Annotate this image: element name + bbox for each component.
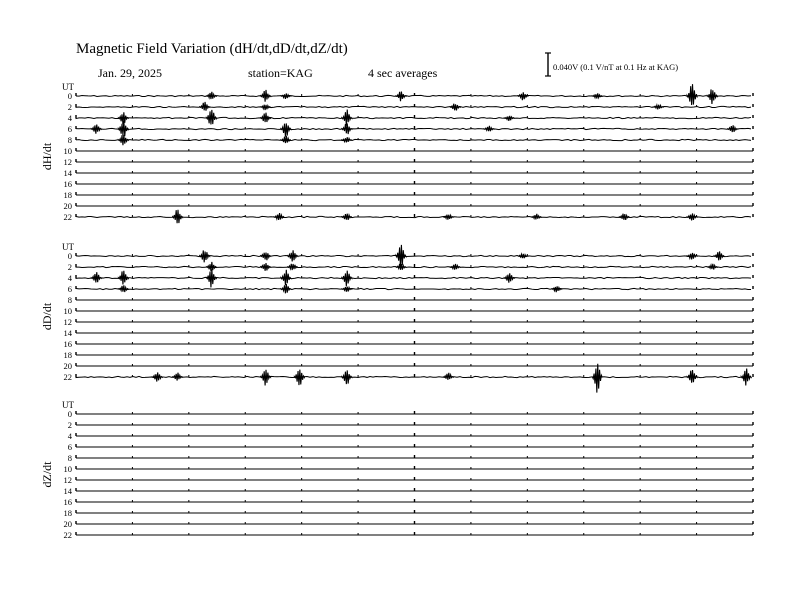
trace-row: [64, 328, 754, 338]
signal-pulse: [396, 92, 406, 102]
signal-pulse: [91, 125, 101, 134]
signal-pulse: [707, 264, 717, 270]
trace-line: [76, 95, 751, 96]
row-label: 8: [67, 453, 72, 463]
trace-row: [64, 530, 754, 540]
signal-pulse: [200, 250, 210, 262]
row-label: 2: [67, 262, 72, 272]
signal-pulse: [342, 123, 352, 134]
trace-row: [68, 442, 753, 452]
signal-pulse: [173, 373, 183, 381]
trace-line: [76, 139, 751, 140]
signal-pulse: [118, 121, 128, 136]
trace-row: [64, 157, 754, 167]
signal-pulse: [342, 137, 352, 142]
trace-row: [64, 210, 754, 223]
signal-pulse: [342, 214, 352, 220]
row-label: 6: [67, 284, 72, 294]
trace-row: [68, 110, 753, 126]
trace-row: [68, 84, 753, 105]
trace-row: [68, 431, 753, 441]
trace-row: [68, 135, 753, 145]
signal-pulse: [342, 370, 352, 384]
row-label: 20: [63, 519, 72, 529]
signal-pulse: [450, 264, 460, 270]
panel-dZ-dt: [40, 400, 753, 540]
averaging-label: 4 sec averages: [368, 66, 438, 80]
trace-line: [76, 128, 751, 129]
trace-row: [64, 350, 754, 360]
trace-row: [68, 420, 753, 430]
trace-row: [64, 339, 754, 349]
signal-pulse: [504, 116, 514, 121]
trace-row: [64, 486, 754, 496]
trace-row: [64, 475, 754, 485]
signal-pulse: [342, 110, 352, 126]
trace-row: [64, 364, 754, 393]
trace-line: [76, 266, 751, 267]
signal-pulse: [728, 125, 738, 132]
row-label: 18: [63, 350, 72, 360]
row-label: 4: [67, 273, 72, 283]
trace-line: [76, 117, 751, 118]
trace-row: [68, 121, 753, 137]
signal-pulse: [118, 135, 128, 145]
signal-pulse: [342, 287, 352, 292]
row-label: 4: [67, 431, 72, 441]
signal-pulse: [288, 264, 298, 270]
signal-pulse: [450, 104, 460, 111]
signal-pulse: [619, 214, 629, 220]
trace-line: [76, 255, 751, 256]
signal-pulse: [261, 253, 271, 261]
signal-pulse: [653, 105, 663, 110]
row-label: 18: [63, 508, 72, 518]
row-label: 2: [67, 102, 72, 112]
row-label: 0: [67, 409, 72, 419]
row-label: 16: [63, 497, 72, 507]
row-label: 14: [63, 168, 72, 178]
signal-pulse: [118, 285, 128, 292]
row-label: 8: [67, 135, 72, 145]
ut-label: UT: [62, 82, 74, 92]
trace-row: [68, 102, 753, 112]
signal-pulse: [281, 93, 291, 98]
y-axis-label: dH/dt: [40, 142, 54, 171]
trace-row: [68, 284, 753, 294]
signal-pulse: [707, 89, 717, 104]
trace-line: [76, 106, 751, 107]
scale-bar-label: 0.040V (0.1 V/nT at 0.1 Hz at KAG): [553, 62, 679, 72]
row-label: 16: [63, 179, 72, 189]
signal-pulse: [687, 370, 697, 383]
trace-row: [64, 179, 754, 189]
trace-row: [68, 262, 753, 272]
signal-pulse: [118, 271, 128, 285]
row-label: 0: [67, 91, 72, 101]
trace-row: [68, 245, 753, 268]
row-label: 18: [63, 190, 72, 200]
signal-pulse: [342, 271, 352, 287]
signal-pulse: [504, 273, 514, 282]
row-label: 16: [63, 339, 72, 349]
row-label: 10: [63, 146, 72, 156]
trace-line: [76, 288, 751, 289]
signal-pulse: [687, 213, 697, 220]
station-label: station=KAG: [248, 66, 313, 80]
signal-pulse: [687, 84, 697, 105]
signal-pulse: [281, 284, 291, 293]
panel-dD-dt: [40, 242, 753, 393]
row-label: 22: [63, 530, 72, 540]
signal-pulse: [281, 123, 291, 136]
ut-label: UT: [62, 400, 74, 410]
row-label: 20: [63, 201, 72, 211]
signal-pulse: [261, 370, 271, 386]
trace-row: [64, 190, 754, 200]
trace-line: [76, 277, 751, 278]
row-label: 8: [67, 295, 72, 305]
row-label: 2: [67, 420, 72, 430]
y-axis-label: dD/dt: [40, 302, 54, 331]
trace-row: [68, 453, 753, 463]
panel-dH-dt: [40, 82, 753, 223]
trace-row: [64, 519, 754, 529]
trace-row: [64, 317, 754, 327]
row-label: 22: [63, 212, 72, 222]
row-label: 20: [63, 361, 72, 371]
trace-row: [68, 409, 753, 419]
row-label: 10: [63, 464, 72, 474]
signal-pulse: [592, 93, 602, 98]
signal-pulse: [531, 214, 541, 220]
signal-pulse: [288, 250, 298, 261]
trace-row: [64, 497, 754, 507]
trace-row: [64, 168, 754, 178]
trace-row: [64, 201, 754, 211]
row-label: 6: [67, 124, 72, 134]
signal-pulse: [206, 269, 216, 287]
y-axis-label: dZ/dt: [40, 461, 54, 488]
signal-pulse: [294, 370, 304, 385]
signal-pulse: [552, 286, 562, 292]
signal-pulse: [687, 253, 697, 260]
signal-pulse: [592, 364, 602, 393]
signal-pulse: [173, 210, 183, 223]
signal-pulse: [443, 215, 453, 220]
row-label: 14: [63, 486, 72, 496]
trace-row: [64, 306, 754, 316]
chart-title: Magnetic Field Variation (dH/dt,dD/dt,dZ/dt): [76, 41, 348, 57]
row-label: 6: [67, 442, 72, 452]
trace-row: [68, 269, 753, 287]
signal-pulse: [206, 110, 216, 125]
trace-row: [64, 146, 754, 156]
signal-pulse: [518, 254, 528, 258]
row-label: 14: [63, 328, 72, 338]
row-label: 22: [63, 372, 72, 382]
row-label: 12: [63, 157, 72, 167]
ut-label: UT: [62, 242, 74, 252]
signal-pulse: [152, 372, 162, 381]
scale-bar: [545, 53, 551, 76]
signal-pulse: [443, 373, 453, 380]
trace-row: [64, 508, 754, 518]
trace-row: [64, 464, 754, 474]
date-label: Jan. 29, 2025: [98, 66, 162, 80]
row-label: 12: [63, 317, 72, 327]
signal-pulse: [261, 263, 271, 271]
row-label: 12: [63, 475, 72, 485]
row-label: 4: [67, 113, 72, 123]
signal-pulse: [741, 369, 751, 386]
signal-pulse: [261, 90, 271, 102]
trace-row: [68, 295, 753, 305]
trace-row: [64, 361, 754, 371]
signal-pulse: [518, 92, 528, 100]
signal-pulse: [714, 251, 724, 260]
signal-pulse: [281, 270, 291, 285]
signal-pulse: [274, 213, 284, 220]
signal-pulse: [396, 264, 406, 270]
signal-pulse: [281, 136, 291, 143]
row-label: 10: [63, 306, 72, 316]
row-label: 0: [67, 251, 72, 261]
